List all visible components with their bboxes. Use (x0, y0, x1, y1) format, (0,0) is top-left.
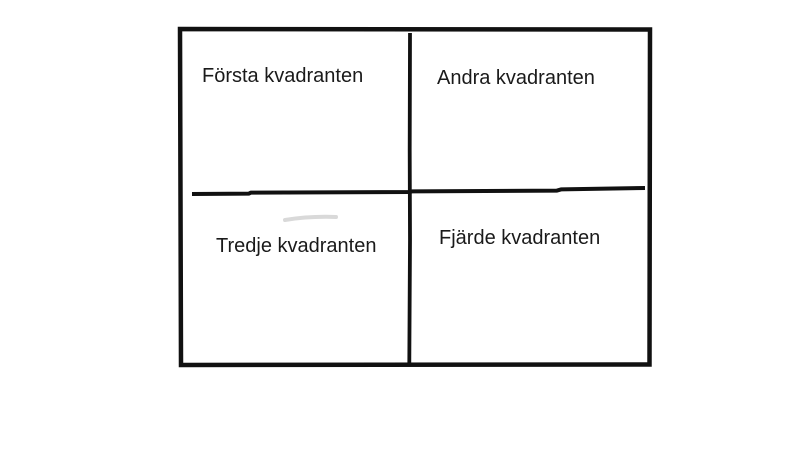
horizontal-divider-line (192, 188, 645, 194)
quadrant-label-first: Första kvadranten (202, 65, 364, 87)
quadrant-label-third: Tredje kvadranten (216, 235, 377, 257)
vertical-divider-line (409, 33, 410, 364)
faint-smudge-mark (285, 217, 336, 220)
quadrant-label-second: Andra kvadranten (437, 67, 595, 89)
quadrant-label-fourth: Fjärde kvadranten (439, 227, 601, 249)
